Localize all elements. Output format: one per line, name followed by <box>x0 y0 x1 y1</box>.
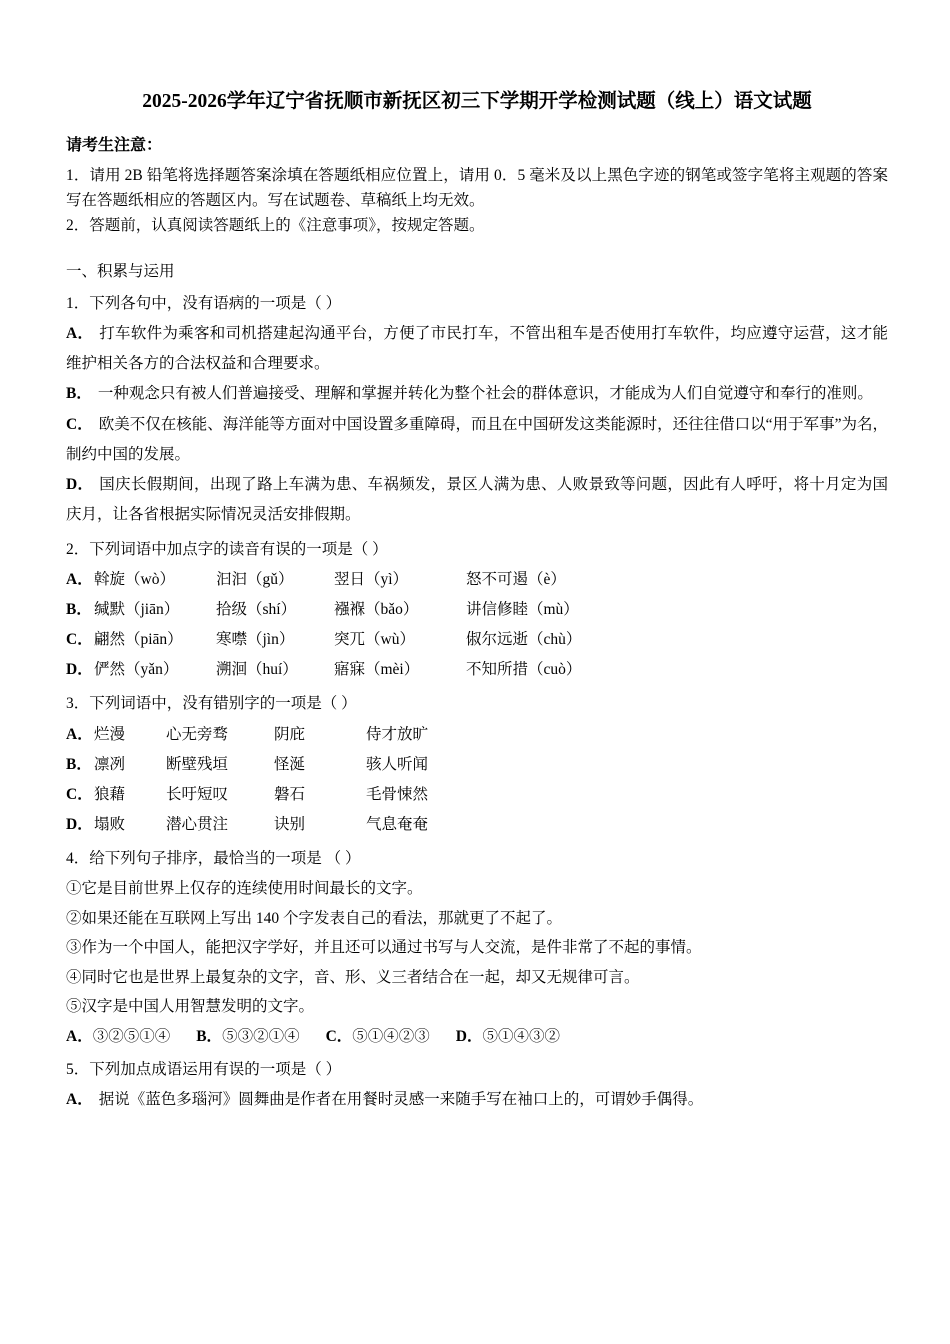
question-1-number: 1． <box>66 295 90 313</box>
option-cell: 寤寐（mèi） <box>334 661 420 679</box>
option-cell: 烂漫 <box>94 725 126 743</box>
question-3-option-b <box>66 750 888 780</box>
answer-label-a: A． <box>66 1027 93 1045</box>
question-1-option-b <box>66 379 888 409</box>
option-cell: 汩汩（gǔ） <box>216 570 294 588</box>
option-label-b: B． <box>66 755 92 773</box>
question-4-answers <box>66 1022 888 1051</box>
question-2-text: 下列词语中加点字的读音有误的一项是（ ） <box>89 540 388 558</box>
option-cell: 拾级（shí） <box>216 600 297 618</box>
option-cell: 不知所措（cuò） <box>466 661 582 679</box>
answer-text-a: ③②⑤①④ <box>92 1027 171 1045</box>
question-4-item-5: ⑤汉字是中国人用智慧发明的文字。 <box>66 998 315 1016</box>
option-cell: 俨然（yǎn） <box>94 661 179 679</box>
option-cell: 断壁残垣 <box>166 755 229 773</box>
option-cell: 塌败 <box>94 816 126 834</box>
option-cell: 翌日（yì） <box>334 570 409 588</box>
option-cell: 斡旋（wò） <box>94 570 175 588</box>
option-label-d: D． <box>66 661 93 679</box>
answer-label-d: D． <box>455 1027 483 1045</box>
option-cell: 骇人听闻 <box>366 755 429 773</box>
option-text-a: 据说《蓝色多瑙河》圆舞曲是作者在用餐时灵感一来随手写在袖口上的，可谓妙手偶得。 <box>98 1091 704 1109</box>
option-cell: 溯洄（huí） <box>216 661 298 679</box>
question-4-number: 4． <box>66 850 90 868</box>
answer-d <box>456 1022 560 1051</box>
option-cell: 阴庇 <box>274 725 306 743</box>
option-cell: 毛骨悚然 <box>366 785 429 803</box>
question-3-stem <box>66 691 888 717</box>
answer-text-c: ⑤①④②③ <box>352 1027 430 1045</box>
option-cell: 狼藉 <box>94 785 126 803</box>
question-2-option-d <box>66 655 888 685</box>
question-3-option-c <box>66 780 888 810</box>
option-cell: 缄默（jiān） <box>94 600 180 618</box>
question-4-item-1: ①它是目前世界上仅存的连续使用时间最长的文字。 <box>66 880 423 898</box>
option-label-d: D． <box>66 816 93 834</box>
option-cell: 磐石 <box>274 785 306 803</box>
question-1-stem <box>66 291 888 317</box>
question-1-option-d <box>66 470 888 530</box>
option-label-b: B． <box>66 385 92 403</box>
option-cell: 气息奄奄 <box>366 816 429 834</box>
option-label-a: A． <box>66 570 93 588</box>
option-label-a: A． <box>66 1091 93 1109</box>
option-cell: 怒不可遏（è） <box>466 570 566 588</box>
question-1-option-a <box>66 319 888 379</box>
option-cell: 翩然（piān） <box>94 631 183 649</box>
notice-heading: 请考生注意： <box>66 137 163 155</box>
answer-text-d: ⑤①④③② <box>482 1027 561 1045</box>
option-label-c: C． <box>66 631 93 649</box>
question-3-option-a <box>66 720 888 750</box>
question-5-option-a <box>66 1085 888 1115</box>
question-2-option-b <box>66 595 888 625</box>
option-cell: 心无旁骛 <box>166 725 229 743</box>
answer-label-c: C． <box>325 1027 353 1045</box>
option-label-c: C． <box>66 785 93 803</box>
option-label-c: C． <box>66 415 93 433</box>
option-text-d: 国庆长假期间，出现了路上车满为患、车祸频发，景区人满为患、人败景致等问题，因此有人呼吁，将十月定为国庆月，让各省根据实际情况灵活安排假期。 <box>66 476 888 524</box>
question-2-option-c <box>66 625 888 655</box>
section-title: 一、积累与运用 <box>66 263 175 281</box>
question-4-text: 给下列句子排序，最恰当的一项是 （ ） <box>89 850 361 868</box>
question-4-item-2: ②如果还能在互联网上写出 140 个字发表自己的看法，那就更了不起了。 <box>66 909 563 927</box>
question-1-option-c <box>66 410 888 470</box>
question-5-stem <box>66 1057 888 1083</box>
answer-c <box>326 1022 430 1051</box>
option-cell: 怪涎 <box>274 755 306 773</box>
question-5-number: 5． <box>66 1061 90 1079</box>
option-cell: 潜心贯注 <box>166 816 229 834</box>
notice-line-2: 2．答题前，认真阅读答题纸上的《注意事项》，按规定答题。 <box>66 217 485 235</box>
question-3-option-d <box>66 810 888 840</box>
option-label-a: A． <box>66 725 93 743</box>
option-label-a: A． <box>66 325 94 343</box>
question-3-text: 下列词语中，没有错别字的一项是（ ） <box>89 695 357 713</box>
question-1-text: 下列各句中，没有语病的一项是（ ） <box>89 295 342 313</box>
question-2-number: 2． <box>66 540 90 558</box>
answer-text-b: ⑤③②①④ <box>222 1027 300 1045</box>
question-2-option-a <box>66 565 888 595</box>
option-cell: 凛冽 <box>94 755 126 773</box>
option-cell: 侍才放旷 <box>366 725 429 743</box>
answer-b <box>196 1022 299 1051</box>
notice-line-1: 1．请用 2B 铅笔将选择题答案涂填在答题纸相应位置上，请用 0．5 毫米及以上黑色字迹的钢笔或签字笔将主观题的答案写在答题纸相应的答题区内。写在试题卷、草稿纸上均无效。 <box>66 166 888 209</box>
question-5-text: 下列加点成语运用有误的一项是（ ） <box>89 1061 342 1079</box>
option-cell: 长吁短叹 <box>166 785 229 803</box>
option-cell: 襁褓（bǎo） <box>334 600 419 618</box>
option-text-a: 打车软件为乘客和司机搭建起沟通平台，方便了市民打车，不管出租车是否使用打车软件，均应遵守运营，这才能维护相关各方的合法权益和合理要求。 <box>66 325 888 373</box>
option-label-b: B． <box>66 600 92 618</box>
question-4-item-4: ④同时它也是世界上最复杂的文字，音、形、义三者结合在一起，却又无规律可言。 <box>66 968 640 986</box>
option-text-c: 欧美不仅在核能、海洋能等方面对中国设置多重障碍，而且在中国研发这类能源时，还往往借口以“用于军事”为名，制约中国的发展。 <box>66 415 888 463</box>
option-cell: 讲信修睦（mù） <box>466 600 579 618</box>
option-cell: 寒噤（jìn） <box>216 631 295 649</box>
question-4-stem <box>66 846 888 872</box>
option-label-d: D． <box>66 476 94 494</box>
option-cell: 俶尔远逝（chù） <box>466 631 582 649</box>
answer-a <box>66 1022 170 1051</box>
answer-label-b: B． <box>196 1027 223 1045</box>
question-3-number: 3． <box>66 695 90 713</box>
option-text-b: 一种观念只有被人们普遍接受、理解和掌握并转化为整个社会的群体意识，才能成为人们自觉遵守和奉行的准则。 <box>97 385 873 403</box>
question-4-item-3: ③作为一个中国人，能把汉字学好，并且还可以通过书写与人交流，是件非常了不起的事情。 <box>66 939 702 957</box>
option-cell: 诀别 <box>274 816 306 834</box>
question-2-stem <box>66 537 888 563</box>
option-cell: 突兀（wù） <box>334 631 415 649</box>
page-title: 2025-2026学年辽宁省抚顺市新抚区初三下学期开学检测试题（线上）语文试题 <box>142 91 812 112</box>
